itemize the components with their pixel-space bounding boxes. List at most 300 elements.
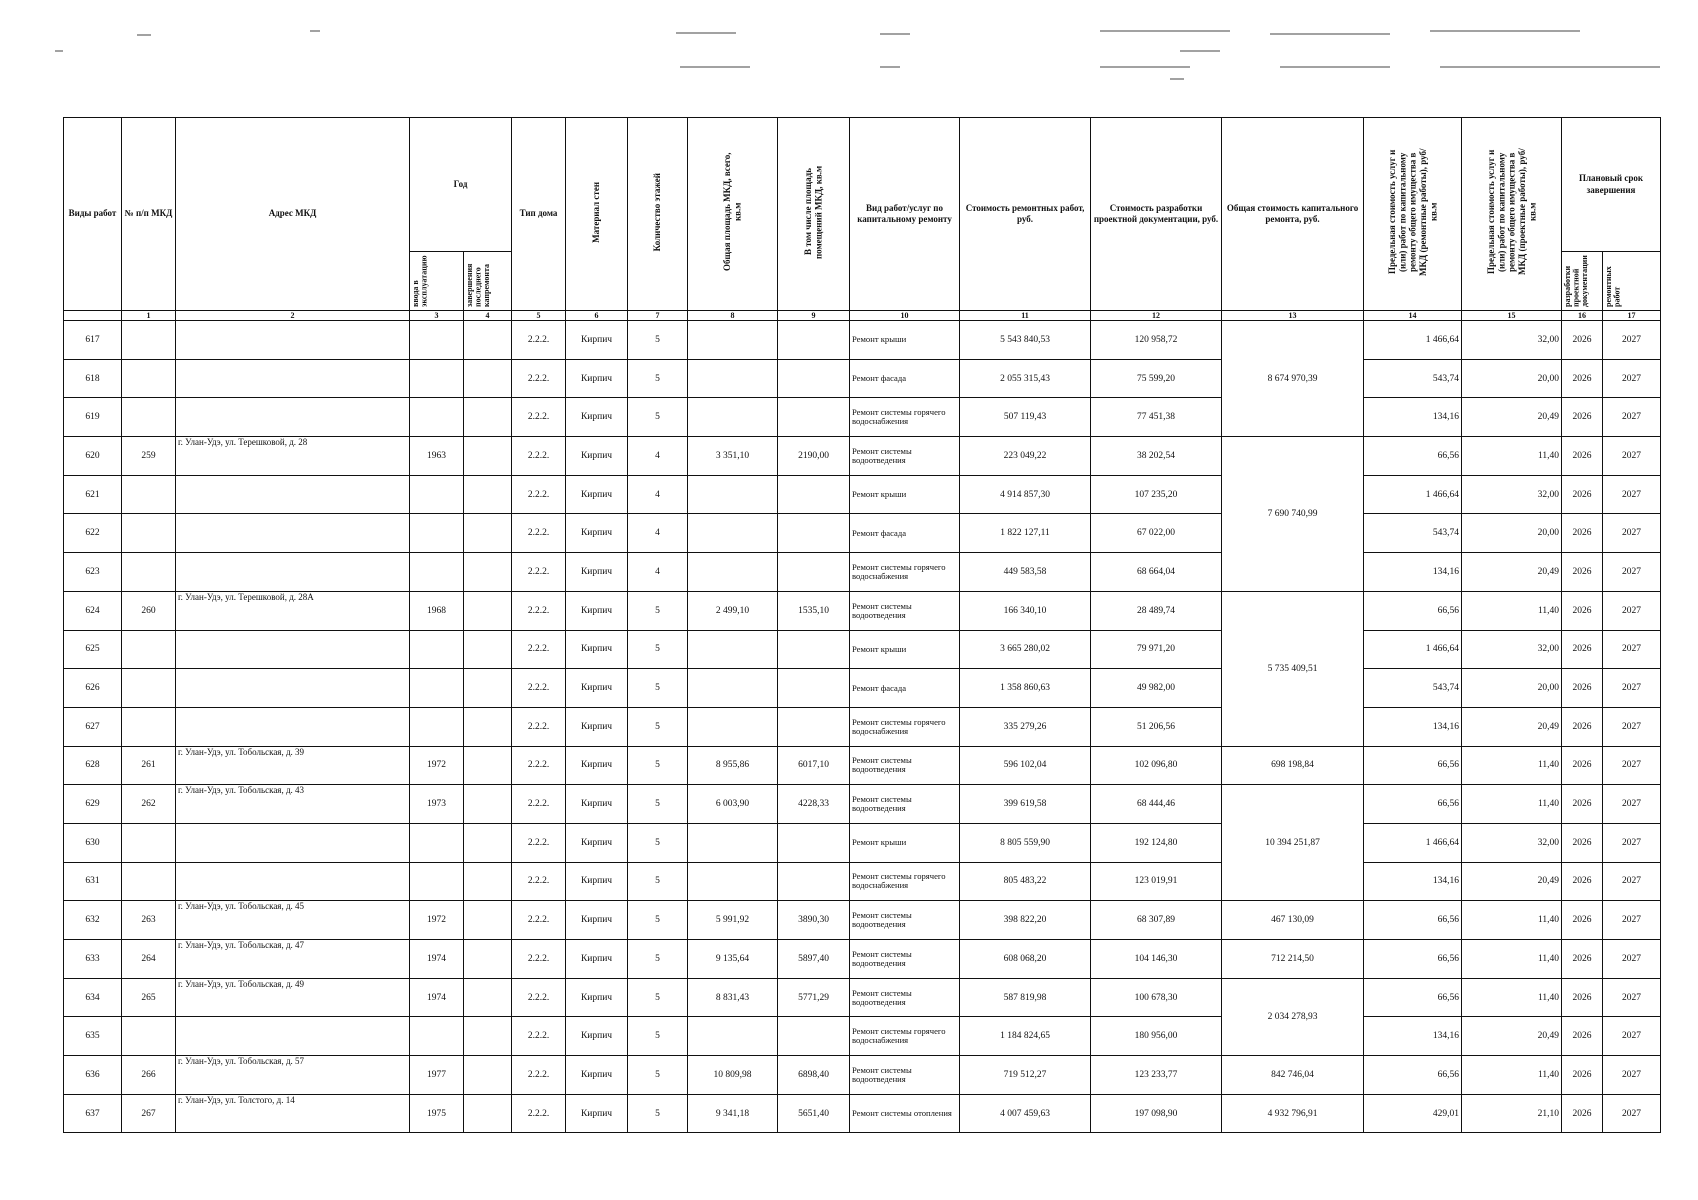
table-row xyxy=(64,862,1661,901)
cost-design: 102 096,80 xyxy=(1091,746,1222,785)
col-number: 14 xyxy=(1364,311,1462,321)
row-number: 637 xyxy=(64,1094,122,1133)
wall-material: Кирпич xyxy=(566,359,628,398)
floors-count: 5 xyxy=(628,1056,688,1095)
address-cell xyxy=(176,630,410,669)
limit-design: 20,49 xyxy=(1462,862,1562,901)
plan-repair-year: 2027 xyxy=(1603,591,1661,630)
cost-design: 28 489,74 xyxy=(1091,591,1222,630)
limit-repair: 66,56 xyxy=(1364,785,1462,824)
total-cost: 10 394 251,87 xyxy=(1222,785,1364,901)
limit-design: 11,40 xyxy=(1462,437,1562,476)
mkd-number xyxy=(122,630,176,669)
floors-count: 4 xyxy=(628,437,688,476)
table-row xyxy=(64,437,1661,476)
area-total xyxy=(688,707,778,746)
area-premises: 3890,30 xyxy=(778,901,850,940)
year-built xyxy=(410,359,464,398)
area-total xyxy=(688,823,778,862)
year-last-repair xyxy=(464,630,512,669)
year-last-repair xyxy=(464,475,512,514)
mkd-number xyxy=(122,398,176,437)
wall-material: Кирпич xyxy=(566,669,628,708)
area-total: 5 991,92 xyxy=(688,901,778,940)
year-last-repair xyxy=(464,553,512,592)
wall-material: Кирпич xyxy=(566,1017,628,1056)
col-number: 1 xyxy=(122,311,176,321)
address-cell: г. Улан-Удэ, ул. Терешковой, д. 28А xyxy=(176,591,410,630)
floors-count: 5 xyxy=(628,359,688,398)
year-last-repair xyxy=(464,591,512,630)
cost-repair: 398 822,20 xyxy=(960,901,1091,940)
year-last-repair xyxy=(464,514,512,553)
mkd-number xyxy=(122,1017,176,1056)
col-number: 12 xyxy=(1091,311,1222,321)
work-type: Ремонт фасада xyxy=(850,669,960,708)
year-built xyxy=(410,475,464,514)
mkd-number: 262 xyxy=(122,785,176,824)
area-premises: 6898,40 xyxy=(778,1056,850,1095)
header-plan-design: разработки проектной документации xyxy=(1563,254,1589,307)
table-row xyxy=(64,940,1661,979)
area-total: 6 003,90 xyxy=(688,785,778,824)
address-cell xyxy=(176,398,410,437)
work-type: Ремонт системы водоотведения xyxy=(850,785,960,824)
cost-repair: 4 914 857,30 xyxy=(960,475,1091,514)
year-built xyxy=(410,1017,464,1056)
address-cell: г. Улан-Удэ, ул. Тобольская, д. 45 xyxy=(176,901,410,940)
total-cost: 4 932 796,91 xyxy=(1222,1094,1364,1133)
plan-repair-year: 2027 xyxy=(1603,630,1661,669)
year-built: 1968 xyxy=(410,591,464,630)
area-total xyxy=(688,553,778,592)
limit-design: 11,40 xyxy=(1462,978,1562,1017)
wall-material: Кирпич xyxy=(566,1094,628,1133)
floors-count: 5 xyxy=(628,746,688,785)
wall-material: Кирпич xyxy=(566,321,628,360)
header-cost-total: Общая стоимость капитального ремонта, руб. xyxy=(1222,118,1364,311)
limit-design: 32,00 xyxy=(1462,475,1562,514)
limit-repair: 66,56 xyxy=(1364,1056,1462,1095)
limit-repair: 1 466,64 xyxy=(1364,475,1462,514)
work-type: Ремонт системы водоотведения xyxy=(850,978,960,1017)
col-number: 17 xyxy=(1603,311,1661,321)
year-last-repair xyxy=(464,437,512,476)
house-type: 2.2.2. xyxy=(512,630,566,669)
work-type: Ремонт системы водоотведения xyxy=(850,940,960,979)
plan-repair-year: 2027 xyxy=(1603,707,1661,746)
table-row xyxy=(64,746,1661,785)
limit-repair: 66,56 xyxy=(1364,940,1462,979)
year-last-repair xyxy=(464,359,512,398)
table-row xyxy=(64,553,1661,592)
plan-design-year: 2026 xyxy=(1562,437,1603,476)
limit-repair: 66,56 xyxy=(1364,591,1462,630)
mkd-number: 265 xyxy=(122,978,176,1017)
address-cell: г. Улан-Удэ, ул. Толстого, д. 14 xyxy=(176,1094,410,1133)
address-cell xyxy=(176,475,410,514)
limit-design: 20,00 xyxy=(1462,669,1562,708)
area-total xyxy=(688,475,778,514)
mkd-number: 263 xyxy=(122,901,176,940)
address-cell: г. Улан-Удэ, ул. Тобольская, д. 47 xyxy=(176,940,410,979)
wall-material: Кирпич xyxy=(566,746,628,785)
plan-design-year: 2026 xyxy=(1562,1056,1603,1095)
cost-repair: 449 583,58 xyxy=(960,553,1091,592)
cost-design: 68 664,04 xyxy=(1091,553,1222,592)
year-built xyxy=(410,862,464,901)
plan-design-year: 2026 xyxy=(1562,901,1603,940)
row-number: 630 xyxy=(64,823,122,862)
house-type: 2.2.2. xyxy=(512,901,566,940)
area-premises: 6017,10 xyxy=(778,746,850,785)
address-cell: г. Улан-Удэ, ул. Тобольская, д. 39 xyxy=(176,746,410,785)
address-cell: г. Улан-Удэ, ул. Терешковой, д. 28 xyxy=(176,437,410,476)
area-premises xyxy=(778,475,850,514)
total-cost: 712 214,50 xyxy=(1222,940,1364,979)
floors-count: 5 xyxy=(628,901,688,940)
wall-material: Кирпич xyxy=(566,823,628,862)
year-built: 1975 xyxy=(410,1094,464,1133)
house-type: 2.2.2. xyxy=(512,437,566,476)
cost-design: 75 599,20 xyxy=(1091,359,1222,398)
year-built: 1973 xyxy=(410,785,464,824)
row-number: 618 xyxy=(64,359,122,398)
cost-repair: 596 102,04 xyxy=(960,746,1091,785)
area-premises: 2190,00 xyxy=(778,437,850,476)
row-number: 621 xyxy=(64,475,122,514)
work-type: Ремонт системы водоотведения xyxy=(850,901,960,940)
cost-repair: 1 358 860,63 xyxy=(960,669,1091,708)
house-type: 2.2.2. xyxy=(512,707,566,746)
year-last-repair xyxy=(464,321,512,360)
address-cell xyxy=(176,321,410,360)
plan-repair-year: 2027 xyxy=(1603,475,1661,514)
plan-design-year: 2026 xyxy=(1562,940,1603,979)
wall-material: Кирпич xyxy=(566,978,628,1017)
plan-repair-year: 2027 xyxy=(1603,1094,1661,1133)
year-last-repair xyxy=(464,669,512,708)
limit-repair: 543,74 xyxy=(1364,669,1462,708)
wall-material: Кирпич xyxy=(566,437,628,476)
cost-design: 68 444,46 xyxy=(1091,785,1222,824)
plan-repair-year: 2027 xyxy=(1603,437,1661,476)
address-cell xyxy=(176,669,410,708)
address-cell xyxy=(176,1017,410,1056)
house-type: 2.2.2. xyxy=(512,940,566,979)
mkd-number: 261 xyxy=(122,746,176,785)
limit-design: 11,40 xyxy=(1462,591,1562,630)
year-last-repair xyxy=(464,1094,512,1133)
work-type: Ремонт системы водоотведения xyxy=(850,437,960,476)
year-built: 1977 xyxy=(410,1056,464,1095)
col-number: 15 xyxy=(1462,311,1562,321)
cost-design: 68 307,89 xyxy=(1091,901,1222,940)
floors-count: 5 xyxy=(628,707,688,746)
row-number: 620 xyxy=(64,437,122,476)
plan-repair-year: 2027 xyxy=(1603,1017,1661,1056)
plan-repair-year: 2027 xyxy=(1603,823,1661,862)
row-number: 631 xyxy=(64,862,122,901)
floors-count: 5 xyxy=(628,785,688,824)
limit-repair: 134,16 xyxy=(1364,1017,1462,1056)
area-total xyxy=(688,321,778,360)
year-built xyxy=(410,669,464,708)
limit-repair: 1 466,64 xyxy=(1364,630,1462,669)
floors-count: 5 xyxy=(628,862,688,901)
cost-repair: 4 007 459,63 xyxy=(960,1094,1091,1133)
plan-design-year: 2026 xyxy=(1562,475,1603,514)
house-type: 2.2.2. xyxy=(512,978,566,1017)
work-type: Ремонт системы горячего водоснабжения xyxy=(850,1017,960,1056)
house-type: 2.2.2. xyxy=(512,475,566,514)
plan-design-year: 2026 xyxy=(1562,707,1603,746)
wall-material: Кирпич xyxy=(566,398,628,437)
area-premises xyxy=(778,823,850,862)
plan-repair-year: 2027 xyxy=(1603,862,1661,901)
mkd-number xyxy=(122,862,176,901)
plan-repair-year: 2027 xyxy=(1603,553,1661,592)
year-last-repair xyxy=(464,1056,512,1095)
plan-design-year: 2026 xyxy=(1562,591,1603,630)
row-number: 636 xyxy=(64,1056,122,1095)
cost-repair: 399 619,58 xyxy=(960,785,1091,824)
address-cell: г. Улан-Удэ, ул. Тобольская, д. 43 xyxy=(176,785,410,824)
cost-repair: 608 068,20 xyxy=(960,940,1091,979)
header-cost-repair: Стоимость ремонтных работ, руб. xyxy=(960,118,1091,311)
plan-repair-year: 2027 xyxy=(1603,785,1661,824)
year-last-repair xyxy=(464,785,512,824)
floors-count: 5 xyxy=(628,1094,688,1133)
year-last-repair xyxy=(464,746,512,785)
mkd-number: 260 xyxy=(122,591,176,630)
work-type: Ремонт системы горячего водоснабжения xyxy=(850,862,960,901)
work-type: Ремонт системы горячего водоснабжения xyxy=(850,707,960,746)
header-types: Виды работ xyxy=(64,118,122,311)
area-premises: 4228,33 xyxy=(778,785,850,824)
header-mkd-number: № п/п МКД xyxy=(122,118,176,311)
cost-repair: 166 340,10 xyxy=(960,591,1091,630)
cost-design: 192 124,80 xyxy=(1091,823,1222,862)
row-number: 624 xyxy=(64,591,122,630)
area-total xyxy=(688,669,778,708)
limit-design: 20,49 xyxy=(1462,1017,1562,1056)
year-built: 1972 xyxy=(410,746,464,785)
plan-design-year: 2026 xyxy=(1562,669,1603,708)
wall-material: Кирпич xyxy=(566,862,628,901)
total-cost: 698 198,84 xyxy=(1222,746,1364,785)
house-type: 2.2.2. xyxy=(512,823,566,862)
floors-count: 5 xyxy=(628,1017,688,1056)
address-cell xyxy=(176,862,410,901)
plan-design-year: 2026 xyxy=(1562,398,1603,437)
cost-design: 67 022,00 xyxy=(1091,514,1222,553)
work-type: Ремонт крыши xyxy=(850,823,960,862)
area-total xyxy=(688,862,778,901)
area-premises: 5651,40 xyxy=(778,1094,850,1133)
area-total: 8 955,86 xyxy=(688,746,778,785)
plan-design-year: 2026 xyxy=(1562,553,1603,592)
plan-design-year: 2026 xyxy=(1562,359,1603,398)
work-type: Ремонт системы горячего водоснабжения xyxy=(850,398,960,437)
house-type: 2.2.2. xyxy=(512,321,566,360)
plan-design-year: 2026 xyxy=(1562,630,1603,669)
col-number: 9 xyxy=(778,311,850,321)
row-number: 627 xyxy=(64,707,122,746)
floors-count: 5 xyxy=(628,591,688,630)
floors-count: 5 xyxy=(628,630,688,669)
table-row xyxy=(64,359,1661,398)
wall-material: Кирпич xyxy=(566,591,628,630)
cost-repair: 587 819,98 xyxy=(960,978,1091,1017)
limit-repair: 134,16 xyxy=(1364,862,1462,901)
year-last-repair xyxy=(464,823,512,862)
cost-design: 79 971,20 xyxy=(1091,630,1222,669)
cost-repair: 3 665 280,02 xyxy=(960,630,1091,669)
header-area-total: Общая площадь МКД, всего, кв.м xyxy=(722,153,743,272)
address-cell xyxy=(176,823,410,862)
year-last-repair xyxy=(464,707,512,746)
plan-design-year: 2026 xyxy=(1562,321,1603,360)
table-row xyxy=(64,978,1661,1017)
plan-design-year: 2026 xyxy=(1562,1017,1603,1056)
house-type: 2.2.2. xyxy=(512,514,566,553)
header-plan: Плановый срок завершения xyxy=(1562,118,1661,252)
row-number: 634 xyxy=(64,978,122,1017)
area-total: 2 499,10 xyxy=(688,591,778,630)
limit-design: 32,00 xyxy=(1462,823,1562,862)
year-built xyxy=(410,630,464,669)
cost-repair: 507 119,43 xyxy=(960,398,1091,437)
table-row xyxy=(64,1094,1661,1133)
house-type: 2.2.2. xyxy=(512,553,566,592)
cost-design: 180 956,00 xyxy=(1091,1017,1222,1056)
year-built: 1974 xyxy=(410,978,464,1017)
limit-design: 20,49 xyxy=(1462,398,1562,437)
header-limit-repair: Предельная стоимость услуг и (или) работ по капитальному ремонту общего имущества в МКД (ремонтные работы), руб/кв.м xyxy=(1386,148,1439,277)
col-number: 7 xyxy=(628,311,688,321)
area-premises xyxy=(778,707,850,746)
year-built xyxy=(410,514,464,553)
plan-repair-year: 2027 xyxy=(1603,669,1661,708)
wall-material: Кирпич xyxy=(566,707,628,746)
wall-material: Кирпич xyxy=(566,940,628,979)
plan-design-year: 2026 xyxy=(1562,823,1603,862)
total-cost: 467 130,09 xyxy=(1222,901,1364,940)
wall-material: Кирпич xyxy=(566,553,628,592)
year-built: 1972 xyxy=(410,901,464,940)
year-built xyxy=(410,823,464,862)
table-row xyxy=(64,707,1661,746)
limit-design: 11,40 xyxy=(1462,746,1562,785)
col-number: 16 xyxy=(1562,311,1603,321)
area-premises xyxy=(778,359,850,398)
area-premises: 5771,29 xyxy=(778,978,850,1017)
cost-repair: 5 543 840,53 xyxy=(960,321,1091,360)
wall-material: Кирпич xyxy=(566,1056,628,1095)
work-type: Ремонт фасада xyxy=(850,359,960,398)
mkd-number: 264 xyxy=(122,940,176,979)
limit-repair: 134,16 xyxy=(1364,553,1462,592)
mkd-number xyxy=(122,321,176,360)
col-number: 4 xyxy=(464,311,512,321)
limit-repair: 543,74 xyxy=(1364,359,1462,398)
row-number: 619 xyxy=(64,398,122,437)
work-type: Ремонт системы водоотведения xyxy=(850,591,960,630)
year-built xyxy=(410,553,464,592)
limit-repair: 66,56 xyxy=(1364,437,1462,476)
work-type: Ремонт системы отопления xyxy=(850,1094,960,1133)
limit-repair: 66,56 xyxy=(1364,746,1462,785)
house-type: 2.2.2. xyxy=(512,359,566,398)
cost-repair: 2 055 315,43 xyxy=(960,359,1091,398)
table-row xyxy=(64,475,1661,514)
plan-repair-year: 2027 xyxy=(1603,1056,1661,1095)
table-row xyxy=(64,669,1661,708)
table-row xyxy=(64,514,1661,553)
mkd-number xyxy=(122,707,176,746)
area-premises xyxy=(778,669,850,708)
plan-design-year: 2026 xyxy=(1562,746,1603,785)
cost-design: 197 098,90 xyxy=(1091,1094,1222,1133)
plan-repair-year: 2027 xyxy=(1603,901,1661,940)
total-cost: 5 735 409,51 xyxy=(1222,591,1364,746)
header-floors: Количество этажей xyxy=(652,173,663,252)
address-cell: г. Улан-Удэ, ул. Тобольская, д. 49 xyxy=(176,978,410,1017)
limit-design: 11,40 xyxy=(1462,901,1562,940)
header-work-type: Вид работ/услуг по капитальному ремонту xyxy=(850,118,960,311)
cost-design: 123 019,91 xyxy=(1091,862,1222,901)
col-number: 2 xyxy=(176,311,410,321)
work-type: Ремонт системы водоотведения xyxy=(850,746,960,785)
limit-repair: 66,56 xyxy=(1364,901,1462,940)
table-row xyxy=(64,398,1661,437)
year-last-repair xyxy=(464,978,512,1017)
address-cell xyxy=(176,514,410,553)
table-row xyxy=(64,823,1661,862)
limit-design: 32,00 xyxy=(1462,630,1562,669)
row-number: 632 xyxy=(64,901,122,940)
mkd-number: 267 xyxy=(122,1094,176,1133)
row-number: 623 xyxy=(64,553,122,592)
cost-repair: 8 805 559,90 xyxy=(960,823,1091,862)
limit-design: 20,49 xyxy=(1462,553,1562,592)
mkd-number xyxy=(122,553,176,592)
col-number: 5 xyxy=(512,311,566,321)
address-cell xyxy=(176,553,410,592)
address-cell xyxy=(176,359,410,398)
plan-repair-year: 2027 xyxy=(1603,746,1661,785)
total-cost: 7 690 740,99 xyxy=(1222,437,1364,592)
header-area-premises: В том числе площадь помещений МКД, кв.м xyxy=(803,165,824,259)
table-row xyxy=(64,1056,1661,1095)
cost-design: 123 233,77 xyxy=(1091,1056,1222,1095)
plan-repair-year: 2027 xyxy=(1603,321,1661,360)
work-type: Ремонт крыши xyxy=(850,630,960,669)
work-type: Ремонт системы водоотведения xyxy=(850,1056,960,1095)
cost-design: 38 202,54 xyxy=(1091,437,1222,476)
limit-repair: 1 466,64 xyxy=(1364,321,1462,360)
work-type: Ремонт крыши xyxy=(850,321,960,360)
limit-repair: 543,74 xyxy=(1364,514,1462,553)
area-premises xyxy=(778,1017,850,1056)
area-premises: 5897,40 xyxy=(778,940,850,979)
house-type: 2.2.2. xyxy=(512,785,566,824)
area-total: 8 831,43 xyxy=(688,978,778,1017)
year-last-repair xyxy=(464,1017,512,1056)
cost-repair: 1 822 127,11 xyxy=(960,514,1091,553)
cost-repair: 223 049,22 xyxy=(960,437,1091,476)
